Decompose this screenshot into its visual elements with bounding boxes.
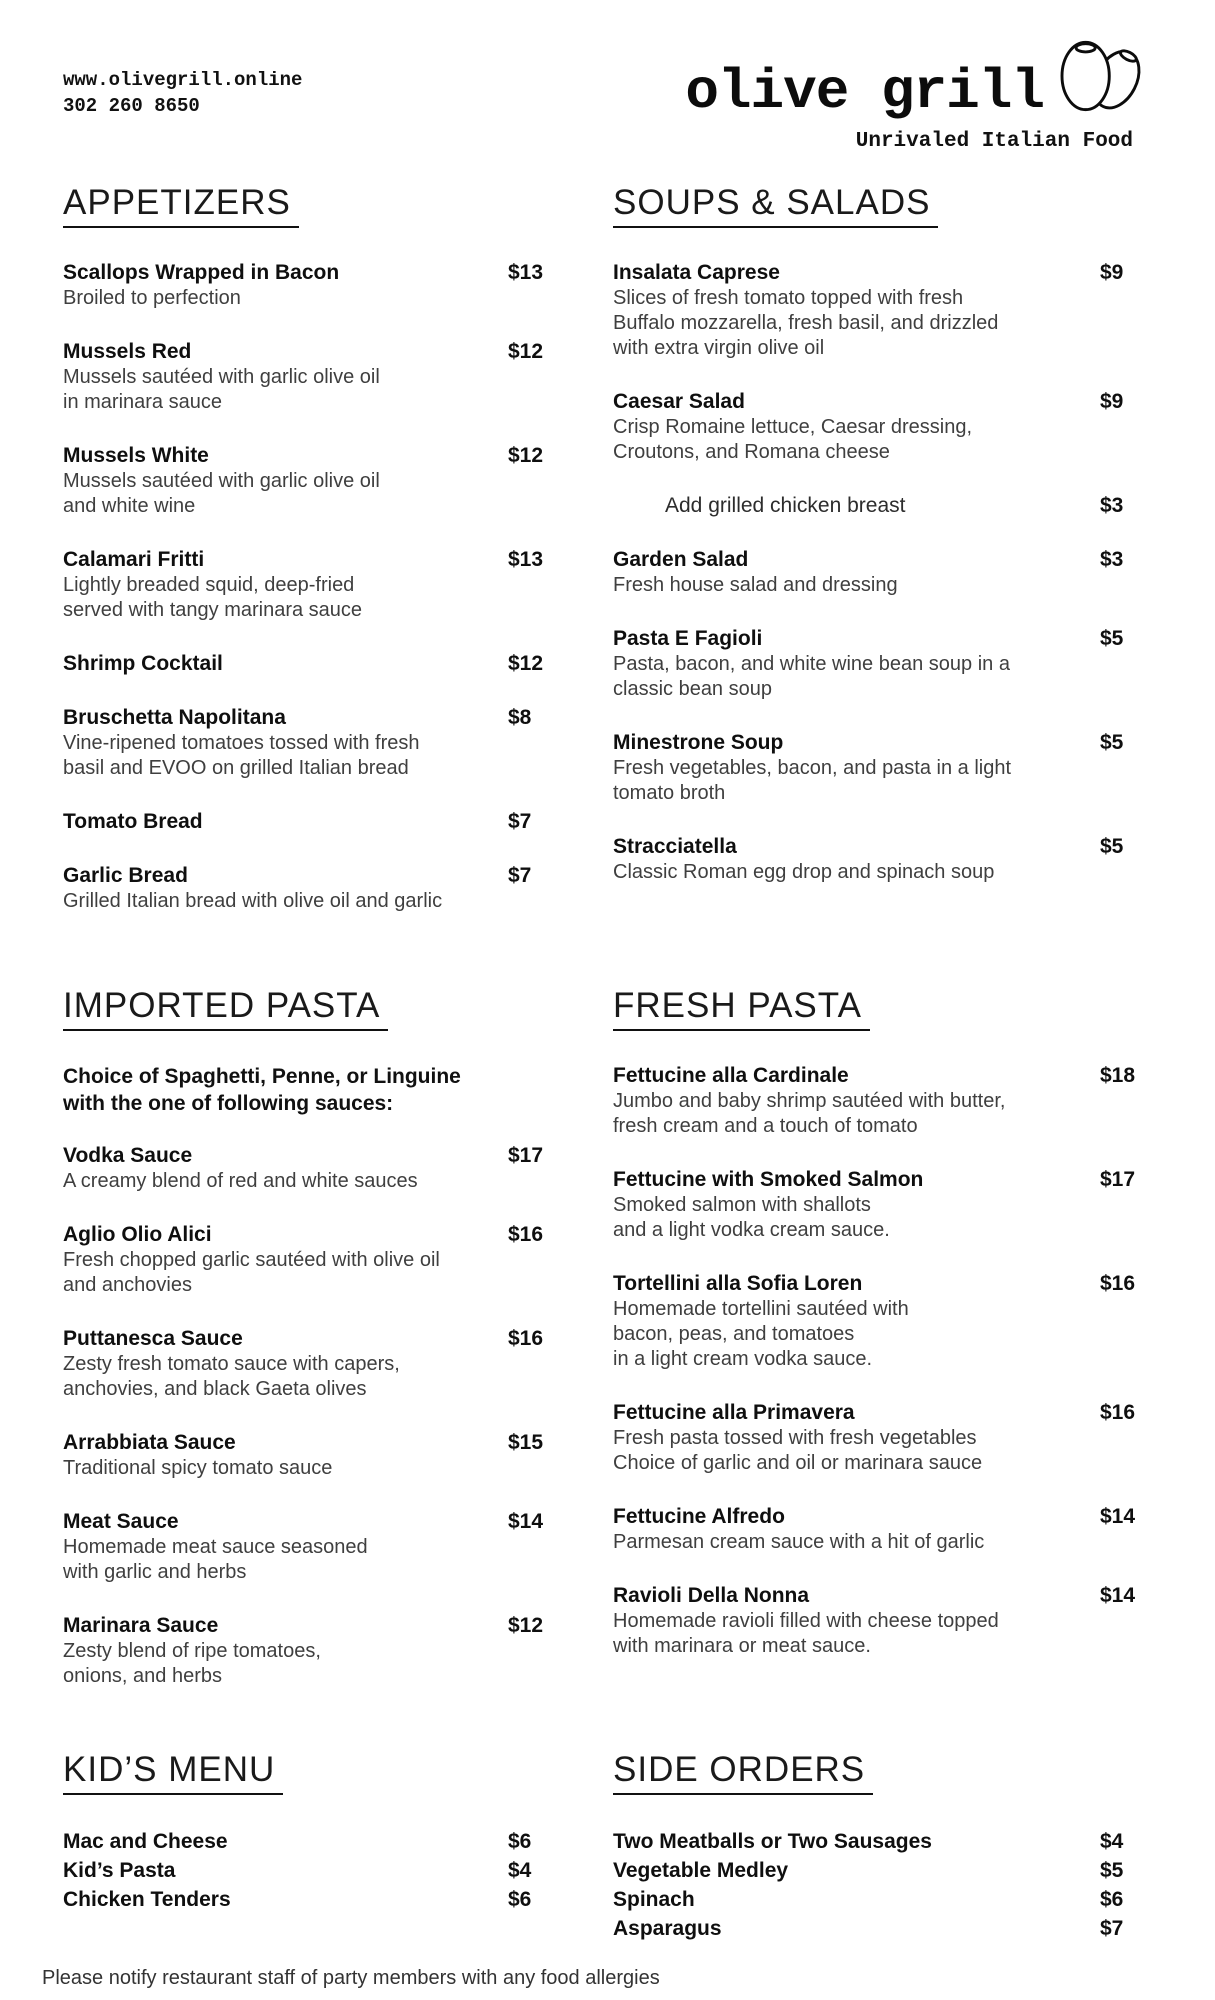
item-desc-line: Mussels sautéed with garlic olive oil bbox=[63, 366, 380, 388]
item-description bbox=[63, 469, 560, 519]
item-price: $16 bbox=[1100, 1272, 1136, 1295]
item-name: Shrimp Cocktail bbox=[63, 652, 223, 675]
item-price: $16 bbox=[508, 1223, 544, 1246]
item-desc-line: served with tangy marinara sauce bbox=[63, 599, 363, 621]
item-price: $15 bbox=[508, 1431, 544, 1454]
website-url: www.olivegrill.online bbox=[63, 69, 303, 91]
item-price: $14 bbox=[508, 1510, 544, 1533]
item-head bbox=[63, 1509, 560, 1535]
item-desc-line: Choice of garlic and oil or marinara sauce bbox=[613, 1452, 983, 1474]
item-desc-line: in marinara sauce bbox=[63, 391, 222, 413]
item-head bbox=[613, 1914, 1152, 1943]
item-description bbox=[613, 652, 1152, 702]
item-name: Garden Salad bbox=[613, 548, 749, 571]
item-desc-line: Slices of fresh tomato topped with fresh bbox=[613, 287, 964, 309]
menu-item bbox=[613, 1167, 1152, 1243]
item-head bbox=[63, 1827, 560, 1856]
item-name: Fettucine alla Primavera bbox=[613, 1401, 855, 1424]
item-price: $12 bbox=[508, 1614, 544, 1637]
menu-item bbox=[63, 651, 560, 677]
item-head bbox=[63, 1222, 560, 1248]
item-desc-line: with marinara or meat sauce. bbox=[613, 1635, 871, 1657]
menu-item bbox=[63, 1430, 560, 1481]
item-desc-line: Grilled Italian bread with olive oil and garlic bbox=[63, 890, 443, 912]
item-description bbox=[613, 860, 1152, 885]
item-price: $3 bbox=[1100, 548, 1124, 571]
section-title-soups-salads: SOUPS & SALADS bbox=[613, 185, 938, 228]
item-desc-line: Fresh vegetables, bacon, and pasta in a light bbox=[613, 757, 1012, 779]
item-name: Marinara Sauce bbox=[63, 1614, 219, 1637]
item-description bbox=[63, 573, 560, 623]
item-price: $5 bbox=[1100, 1859, 1124, 1882]
menu-grid bbox=[63, 185, 1152, 1943]
menu-item bbox=[613, 389, 1152, 465]
item-desc-line: Homemade tortellini sautéed with bbox=[613, 1298, 909, 1320]
menu-header bbox=[63, 42, 1152, 154]
item-price: $14 bbox=[1100, 1505, 1136, 1528]
item-desc-line: onions, and herbs bbox=[63, 1665, 223, 1687]
item-head bbox=[63, 1326, 560, 1352]
item-description bbox=[63, 1456, 560, 1481]
item-desc-line: Croutons, and Romana cheese bbox=[613, 441, 890, 463]
item-desc-line: Smoked salmon with shallots bbox=[613, 1194, 871, 1216]
item-price: $6 bbox=[1100, 1888, 1124, 1911]
menu-item bbox=[63, 339, 560, 415]
item-price: $14 bbox=[1100, 1584, 1136, 1607]
section-appetizers bbox=[63, 185, 560, 942]
item-desc-line: tomato broth bbox=[613, 782, 726, 804]
section-title-side-orders: SIDE ORDERS bbox=[613, 1752, 873, 1795]
item-desc-line: Fresh pasta tossed with fresh vegetables bbox=[613, 1427, 977, 1449]
item-head bbox=[613, 730, 1152, 756]
item-price: $6 bbox=[508, 1830, 532, 1853]
menu-item bbox=[63, 260, 560, 311]
item-price: $7 bbox=[1100, 1917, 1124, 1940]
item-head bbox=[63, 1856, 560, 1885]
item-description bbox=[63, 889, 560, 914]
item-desc-line: basil and EVOO on grilled Italian bread bbox=[63, 757, 409, 779]
item-head bbox=[613, 1885, 1152, 1914]
item-description bbox=[63, 1535, 560, 1585]
item-head bbox=[613, 260, 1152, 286]
item-desc-line: Traditional spicy tomato sauce bbox=[63, 1457, 333, 1479]
section-title-kids-menu: KID’S MENU bbox=[63, 1752, 283, 1795]
item-price: $7 bbox=[508, 810, 532, 833]
item-price: $5 bbox=[1100, 627, 1124, 650]
item-desc-line: A creamy blend of red and white sauces bbox=[63, 1170, 418, 1192]
item-name: Meat Sauce bbox=[63, 1510, 179, 1533]
item-price: $5 bbox=[1100, 731, 1124, 754]
section-intro bbox=[63, 1063, 560, 1117]
item-name: Minestrone Soup bbox=[613, 731, 784, 754]
menu-item bbox=[613, 1885, 1152, 1914]
item-head bbox=[63, 809, 560, 835]
item-name: Add grilled chicken breast bbox=[665, 494, 906, 517]
menu-item bbox=[613, 547, 1152, 598]
item-head bbox=[63, 651, 560, 677]
item-price: $5 bbox=[1100, 835, 1124, 858]
item-desc-line: Classic Roman egg drop and spinach soup bbox=[613, 861, 995, 883]
item-name: Calamari Fritti bbox=[63, 548, 205, 571]
addon-item bbox=[613, 493, 1152, 519]
item-price: $4 bbox=[508, 1859, 532, 1882]
item-desc-line: Mussels sautéed with garlic olive oil bbox=[63, 470, 380, 492]
menu-item bbox=[613, 1827, 1152, 1856]
item-price: $13 bbox=[508, 548, 544, 571]
menu-item bbox=[63, 1143, 560, 1194]
menu-item bbox=[613, 834, 1152, 885]
item-price: $3 bbox=[1100, 494, 1124, 517]
item-price: $4 bbox=[1100, 1830, 1124, 1853]
item-desc-line: Homemade meat sauce seasoned bbox=[63, 1536, 368, 1558]
item-price: $12 bbox=[508, 652, 544, 675]
menu-item bbox=[613, 626, 1152, 702]
tagline: Unrivaled Italian Food bbox=[855, 130, 1133, 153]
item-name: Kid’s Pasta bbox=[63, 1859, 176, 1882]
item-head bbox=[63, 443, 560, 469]
menu-footer bbox=[42, 1967, 1152, 1990]
item-head bbox=[63, 1143, 560, 1169]
item-description bbox=[63, 731, 560, 781]
item-desc-line: and a light vodka cream sauce. bbox=[613, 1219, 890, 1241]
menu-item bbox=[613, 730, 1152, 806]
item-name: Garlic Bread bbox=[63, 864, 188, 887]
item-description bbox=[63, 1169, 560, 1194]
menu-item bbox=[63, 1827, 560, 1856]
item-desc-line: Crisp Romaine lettuce, Caesar dressing, bbox=[613, 416, 973, 438]
item-desc-line: Broiled to perfection bbox=[63, 287, 241, 309]
item-name: Arrabbiata Sauce bbox=[63, 1431, 236, 1454]
phone-number: 302 260 8650 bbox=[63, 94, 200, 117]
item-name: Ravioli Della Nonna bbox=[613, 1584, 810, 1607]
item-description bbox=[613, 1609, 1152, 1659]
item-description bbox=[613, 1297, 1152, 1372]
item-desc-line: bacon, peas, and tomatoes bbox=[613, 1323, 855, 1345]
item-name: Fettucine alla Cardinale bbox=[613, 1064, 849, 1087]
item-desc-line: Jumbo and baby shrimp sautéed with butter, bbox=[613, 1090, 1006, 1112]
menu-item bbox=[63, 1613, 560, 1689]
item-price: $17 bbox=[1100, 1168, 1136, 1191]
item-name: Chicken Tenders bbox=[63, 1888, 231, 1911]
item-name: Scallops Wrapped in Bacon bbox=[63, 261, 340, 284]
item-name: Asparagus bbox=[613, 1917, 722, 1940]
item-name: Pasta E Fagioli bbox=[613, 627, 763, 650]
item-desc-line: Vine-ripened tomatoes tossed with fresh bbox=[63, 732, 420, 754]
item-price: $9 bbox=[1100, 261, 1124, 284]
item-desc-line: Lightly breaded squid, deep-fried bbox=[63, 574, 355, 596]
item-name: Tortellini alla Sofia Loren bbox=[613, 1272, 863, 1295]
item-name: Spinach bbox=[613, 1888, 695, 1911]
item-head bbox=[63, 1885, 560, 1914]
item-desc-line: and anchovies bbox=[63, 1274, 192, 1296]
item-price: $13 bbox=[508, 261, 544, 284]
allergy-note: Please notify restaurant staff of party members with any food allergies bbox=[42, 1967, 660, 1989]
item-desc-line: in a light cream vodka sauce. bbox=[613, 1348, 873, 1370]
item-description bbox=[613, 1193, 1152, 1243]
item-desc-line: fresh cream and a touch of tomato bbox=[613, 1115, 918, 1137]
item-description bbox=[613, 1530, 1152, 1555]
item-name: Mussels White bbox=[63, 444, 209, 467]
item-description bbox=[63, 1639, 560, 1689]
item-desc-line: anchovies, and black Gaeta olives bbox=[63, 1378, 367, 1400]
section-title-appetizers: APPETIZERS bbox=[63, 185, 299, 228]
item-head bbox=[63, 260, 560, 286]
item-head bbox=[63, 863, 560, 889]
item-head bbox=[63, 1613, 560, 1639]
menu-item bbox=[63, 705, 560, 781]
item-head bbox=[613, 1856, 1152, 1885]
item-description bbox=[613, 756, 1152, 806]
item-head bbox=[613, 547, 1152, 573]
item-head bbox=[613, 389, 1152, 415]
item-name: Caesar Salad bbox=[613, 390, 745, 413]
item-head bbox=[613, 1504, 1152, 1530]
menu-item bbox=[613, 260, 1152, 361]
item-price: $18 bbox=[1100, 1064, 1136, 1087]
item-price: $6 bbox=[508, 1888, 532, 1911]
item-head bbox=[613, 1167, 1152, 1193]
section-imported-pasta bbox=[63, 988, 560, 1717]
menu-item bbox=[63, 1509, 560, 1585]
item-head bbox=[63, 705, 560, 731]
item-price: $9 bbox=[1100, 390, 1124, 413]
item-description bbox=[63, 1248, 560, 1298]
item-description bbox=[63, 286, 560, 311]
item-desc-line: Zesty fresh tomato sauce with capers, bbox=[63, 1353, 400, 1375]
section-title-imported-pasta: IMPORTED PASTA bbox=[63, 988, 388, 1031]
section-fresh-pasta bbox=[613, 988, 1152, 1717]
item-price: $16 bbox=[1100, 1401, 1136, 1424]
section-side-orders bbox=[613, 1752, 1152, 1943]
item-head bbox=[63, 1430, 560, 1456]
item-price: $12 bbox=[508, 340, 544, 363]
contact-block bbox=[63, 68, 302, 119]
item-name: Puttanesca Sauce bbox=[63, 1327, 243, 1350]
menu-item bbox=[63, 1326, 560, 1402]
item-name: Vodka Sauce bbox=[63, 1144, 193, 1167]
item-head bbox=[613, 1583, 1152, 1609]
item-price: $17 bbox=[508, 1144, 544, 1167]
section-soups-salads bbox=[613, 185, 1152, 942]
item-description bbox=[613, 415, 1152, 465]
item-head bbox=[613, 1400, 1152, 1426]
item-price: $16 bbox=[508, 1327, 544, 1350]
logo-text: olive grill bbox=[685, 60, 1044, 124]
menu-item bbox=[613, 1271, 1152, 1372]
item-name: Two Meatballs or Two Sausages bbox=[613, 1830, 932, 1853]
menu-item bbox=[63, 547, 560, 623]
item-name: Insalata Caprese bbox=[613, 261, 780, 284]
item-description bbox=[613, 1089, 1152, 1139]
item-name: Stracciatella bbox=[613, 835, 737, 858]
item-price: $8 bbox=[508, 706, 532, 729]
item-desc-line: classic bean soup bbox=[613, 678, 772, 700]
menu-item bbox=[613, 1914, 1152, 1943]
item-description bbox=[613, 573, 1152, 598]
menu-item bbox=[613, 1504, 1152, 1555]
item-description bbox=[613, 286, 1152, 361]
item-head bbox=[613, 626, 1152, 652]
item-description bbox=[613, 1426, 1152, 1476]
item-price: $12 bbox=[508, 444, 544, 467]
section-intro-line: Choice of Spaghetti, Penne, or Linguine bbox=[63, 1065, 461, 1088]
menu-item bbox=[613, 1583, 1152, 1659]
menu-item bbox=[63, 1856, 560, 1885]
brand-block bbox=[685, 42, 1152, 153]
menu-item bbox=[63, 443, 560, 519]
item-head bbox=[613, 1827, 1152, 1856]
menu-item bbox=[63, 809, 560, 835]
item-name: Tomato Bread bbox=[63, 810, 203, 833]
item-desc-line: Parmesan cream sauce with a hit of garlic bbox=[613, 1531, 985, 1553]
section-intro-line: with the one of following sauces: bbox=[63, 1092, 394, 1115]
item-name: Fettucine Alfredo bbox=[613, 1505, 785, 1528]
item-head bbox=[613, 834, 1152, 860]
item-desc-line: Pasta, bacon, and white wine bean soup in a bbox=[613, 653, 1010, 675]
item-head bbox=[63, 339, 560, 365]
item-name: Fettucine with Smoked Salmon bbox=[613, 1168, 924, 1191]
menu-item bbox=[63, 1885, 560, 1914]
menu-item bbox=[613, 1063, 1152, 1139]
item-head bbox=[613, 1271, 1152, 1297]
item-desc-line: Buffalo mozzarella, fresh basil, and drizzled bbox=[613, 312, 999, 334]
item-desc-line: Fresh chopped garlic sautéed with olive oil bbox=[63, 1249, 440, 1271]
section-title-fresh-pasta: FRESH PASTA bbox=[613, 988, 870, 1031]
item-name: Aglio Olio Alici bbox=[63, 1223, 212, 1246]
menu-item bbox=[63, 1222, 560, 1298]
menu-item bbox=[613, 1856, 1152, 1885]
item-description bbox=[63, 365, 560, 415]
item-desc-line: with garlic and herbs bbox=[63, 1561, 247, 1583]
item-name: Vegetable Medley bbox=[613, 1859, 789, 1882]
item-head bbox=[63, 547, 560, 573]
item-description bbox=[63, 1352, 560, 1402]
section-kids-menu bbox=[63, 1752, 560, 1943]
item-name: Bruschetta Napolitana bbox=[63, 706, 286, 729]
item-name: Mac and Cheese bbox=[63, 1830, 228, 1853]
olives-icon bbox=[1052, 28, 1152, 124]
item-name: Mussels Red bbox=[63, 340, 192, 363]
item-desc-line: Fresh house salad and dressing bbox=[613, 574, 898, 596]
menu-item bbox=[613, 1400, 1152, 1476]
item-desc-line: and white wine bbox=[63, 495, 196, 517]
item-desc-line: Homemade ravioli filled with cheese topped bbox=[613, 1610, 999, 1632]
item-price: $7 bbox=[508, 864, 532, 887]
menu-item bbox=[63, 863, 560, 914]
item-desc-line: with extra virgin olive oil bbox=[613, 337, 825, 359]
item-head bbox=[613, 1063, 1152, 1089]
item-desc-line: Zesty blend of ripe tomatoes, bbox=[63, 1640, 321, 1662]
